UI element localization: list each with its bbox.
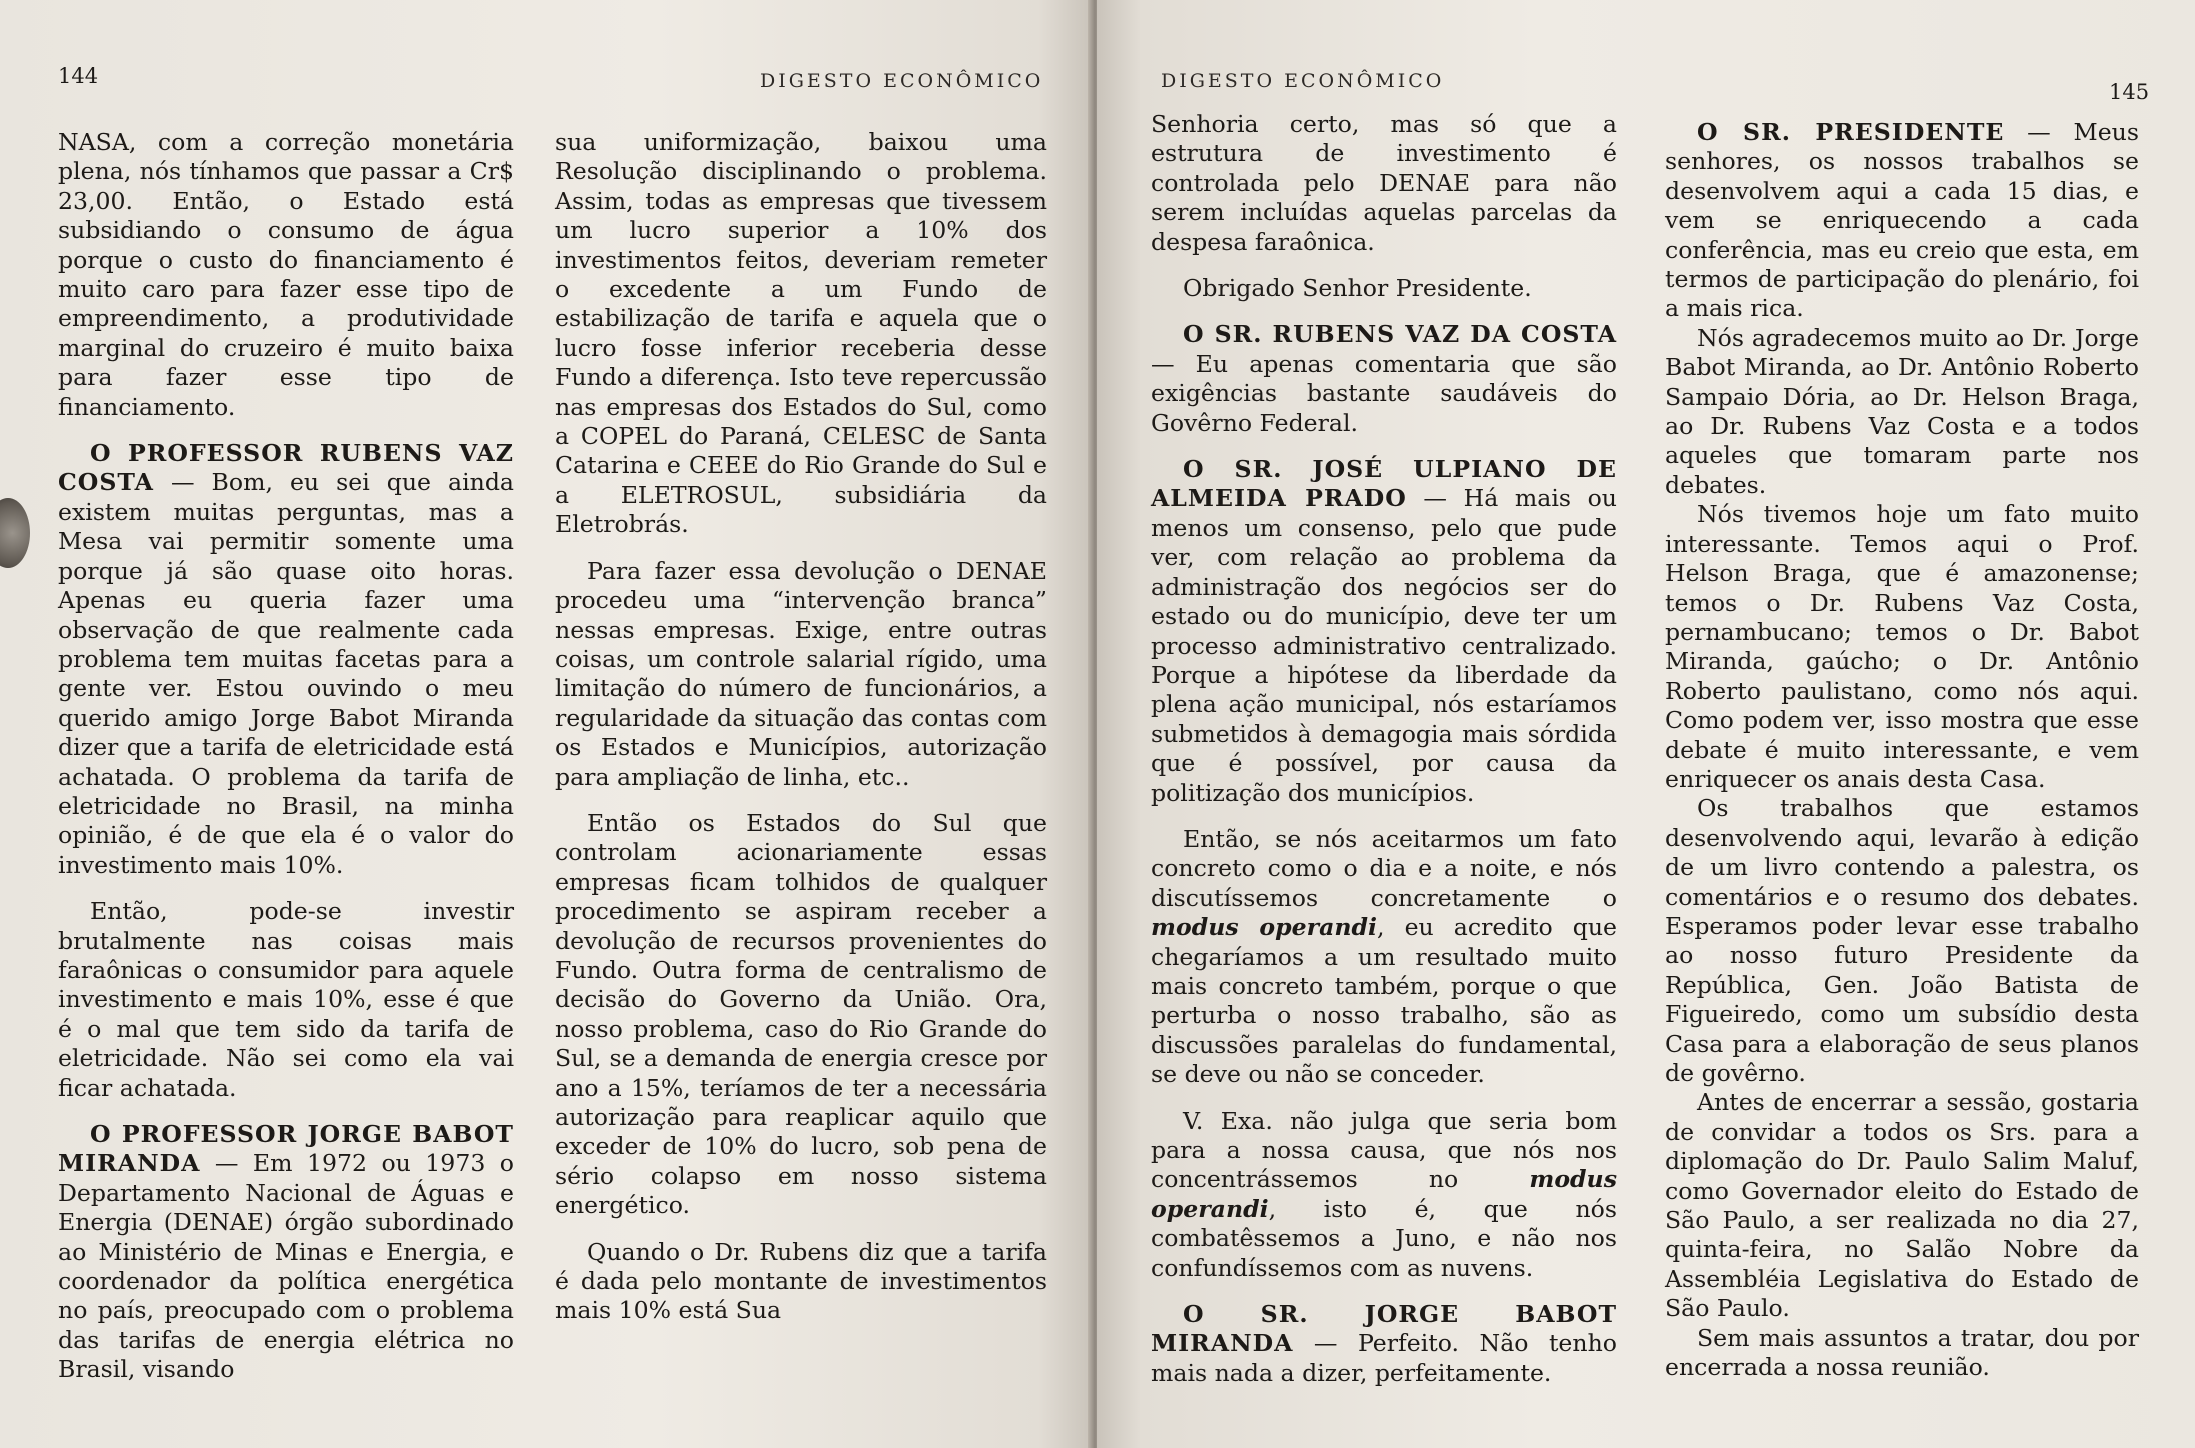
paragraph: Antes de encerrar a sessão, gostaria de convidar a todos os Srs. para a diplomação do Dr. Paulo Salim Maluf, como Governador eleito do Estado de São Paulo, a ser realizada no dia 27, quinta-feira, no Salão Nobre da Assembléia Legislativa do Estado de São Paulo. <box>1665 1088 2139 1323</box>
paragraph: O SR. JOSÉ ULPIANO DE ALMEIDA PRADO — Há mais ou menos um consenso, pelo que pude ver, com relação ao problema da administração dos negócios ser do estado ou do município, deve ter um processo administrativo centralizado. Porque a hipótese da liberdade da plena ação municipal, nós estaríamos submetidos à demagogia mais sórdida que é possível, por causa da politização dos municípios. <box>1151 455 1617 807</box>
speaker-name: O PROFESSOR JORGE BABOT MIRANDA <box>58 1120 514 1178</box>
paragraph: Senhoria certo, mas só que a estrutura de investimento é controlada pelo DENAE para não serem incluídas aquelas parcelas da despesa faraônica. <box>1151 110 1617 256</box>
paragraph: sua uniformização, baixou uma Resolução disciplinando o problema. Assim, todas as empresas que tivessem um lucro superior a 10% dos investimentos feitos, deveriam remeter o excedente a um Fundo de estabilização de tarifa e aquela que o lucro fosse inferior receberia desse Fundo a diferença. Isto teve repercussão nas empresas dos Estados do Sul, como a COPEL do Paraná, CELESC de Santa Catarina e CEEE do Rio Grande do Sul e a ELETROSUL, subsidiária da Eletrobrás. <box>555 128 1047 539</box>
paragraph: Nós agradecemos muito ao Dr. Jorge Babot Miranda, ao Dr. Antônio Roberto Sampaio Dória, ao Dr. Helson Braga, ao Dr. Rubens Vaz Costa e a todos aqueles que tomaram parte nos debates. <box>1665 323 2139 499</box>
right-column-2 <box>1665 118 2139 1382</box>
paragraph: Então, se nós aceitarmos um fato concreto como o dia e a noite, e nós discutíssemos concretamente o modus operandi, eu acredito que chegaríamos a um resultado muito mais concreto também, porque o que perturba o nosso trabalho, são as discussões paralelas do fundamental, se deve ou não se conceder. <box>1151 824 1617 1089</box>
right-page <box>1097 0 2195 1448</box>
paragraph: Quando o Dr. Rubens diz que a tarifa é dada pelo montante de investimentos mais 10% está Sua <box>555 1237 1047 1325</box>
paragraph: Sem mais assuntos a tratar, dou por encerrada a nossa reunião. <box>1665 1323 2139 1382</box>
paragraph: O PROFESSOR JORGE BABOT MIRANDA — Em 1972 ou 1973 o Departamento Nacional de Águas e Energia (DENAE) órgão subordinado ao Ministério de Minas e Energia, e coordenador da política energética no país, preocupado com o problema das tarifas de energia elétrica no Brasil, visando <box>58 1120 514 1384</box>
paragraph: O SR. PRESIDENTE — Meus senhores, os nossos trabalhos se desenvolvem aqui a cada 15 dias, e vem se enriquecendo a cada conferência, mas eu creio que esta, em termos de participação do plenário, foi a mais rica. <box>1665 118 2139 323</box>
right-column-1 <box>1151 110 1617 1388</box>
running-head-right: DIGESTO ECONÔMICO <box>1161 70 1445 92</box>
paragraph: Os trabalhos que estamos desenvolvendo aqui, levarão à edição de um livro contendo a palestra, os comentários e o resumo dos debates. Esperamos poder levar esse trabalho ao nosso futuro Presidente da República, Gen. João Batista de Figueiredo, como um subsídio desta Casa para a elaboração de seus planos de govêrno. <box>1665 794 2139 1087</box>
left-column-2 <box>555 128 1047 1326</box>
left-column-1 <box>58 128 514 1385</box>
page-number-right: 145 <box>2109 80 2150 104</box>
paragraph: O SR. JORGE BABOT MIRANDA — Perfeito. Não tenho mais nada a dizer, perfeitamente. <box>1151 1300 1617 1387</box>
paragraph: O PROFESSOR RUBENS VAZ COSTA — Bom, eu sei que ainda existem muitas perguntas, mas a Mesa vai permitir somente uma porque já são quase oito horas. Apenas eu queria fazer uma observação de que realmente cada problema tem muitas facetas para a gente ver. Estou ouvindo o meu querido amigo Jorge Babot Miranda dizer que a tarifa de eletricidade está achatada. O problema da tarifa de eletricidade no Brasil, na minha opinião, é de que ela é o valor do investimento mais 10%. <box>58 439 514 879</box>
running-head-left: DIGESTO ECONÔMICO <box>760 70 1044 92</box>
speaker-name: O SR. JORGE BABOT MIRANDA <box>1151 1300 1617 1358</box>
paragraph: Para fazer essa devolução o DENAE procedeu uma “intervenção branca” nessas empresas. Exige, entre outras coisas, um controle salarial rígido, uma limitação do número de funcionários, a regularidade da situação das contas com os Estados e Municípios, autorização para ampliação de linha, etc.. <box>555 556 1047 791</box>
page-number-left: 144 <box>58 64 99 88</box>
paragraph: Então, pode-se investir brutalmente nas coisas mais faraônicas o consumidor para aquele investimento e mais 10%, esse é que é o mal que tem sido da tarifa de eletricidade. Não sei como ela vai ficar achatada. <box>58 897 514 1102</box>
paragraph: O SR. RUBENS VAZ DA COSTA — Eu apenas comentaria que são exigências bastante saudáveis do Govêrno Federal. <box>1151 320 1617 437</box>
paragraph: Obrigado Senhor Presidente. <box>1183 274 1532 303</box>
left-page <box>0 0 1093 1448</box>
speaker-name: O SR. JOSÉ ULPIANO DE ALMEIDA PRADO <box>1151 455 1617 513</box>
speaker-name: O PROFESSOR RUBENS VAZ COSTA <box>58 439 514 497</box>
paragraph: V. Exa. não julga que seria bom para a nossa causa, que nós nos concentrássemos no modus operandi, isto é, que nós combatêssemos a Juno, e não nos confundíssemos com as nuvens. <box>1151 1106 1617 1282</box>
paragraph: NASA, com a correção monetária plena, nós tínhamos que passar a Cr$ 23,00. Então, o Estado está subsidiando o consumo de água porque o custo do financiamento é muito caro para fazer esse tipo de empreendimento, a produtividade marginal do cruzeiro é muito baixa para fazer esse tipo de financiamento. <box>58 128 514 421</box>
speaker-name: O SR. RUBENS VAZ DA COSTA <box>1183 320 1617 349</box>
paragraph: Nós tivemos hoje um fato muito interessante. Temos aqui o Prof. Helson Braga, que é amazonense; temos o Dr. Rubens Vaz Costa, pernambucano; temos o Dr. Babot Miranda, gaúcho; o Dr. Antônio Roberto paulistano, como nós aqui. Como podem ver, isso mostra que esse debate é muito interessante, e vem enriquecer os anais desta Casa. <box>1665 500 2139 793</box>
speaker-name: O SR. PRESIDENTE <box>1697 118 2005 146</box>
paragraph: Então os Estados do Sul que controlam acionariamente essas empresas ficam tolhidos de qualquer procedimento se aspiram receber a devolução de recursos provenientes do Fundo. Outra forma de centralismo de decisão do Governo da União. Ora, nosso problema, caso do Rio Grande do Sul, se a demanda de energia cresce por ano a 15%, teríamos de ter a necessária autorização para reaplicar aquilo que exceder de 10% do lucro, sob pena de sério colapso em nosso sistema energético. <box>555 808 1047 1220</box>
binder-hole <box>0 498 30 568</box>
